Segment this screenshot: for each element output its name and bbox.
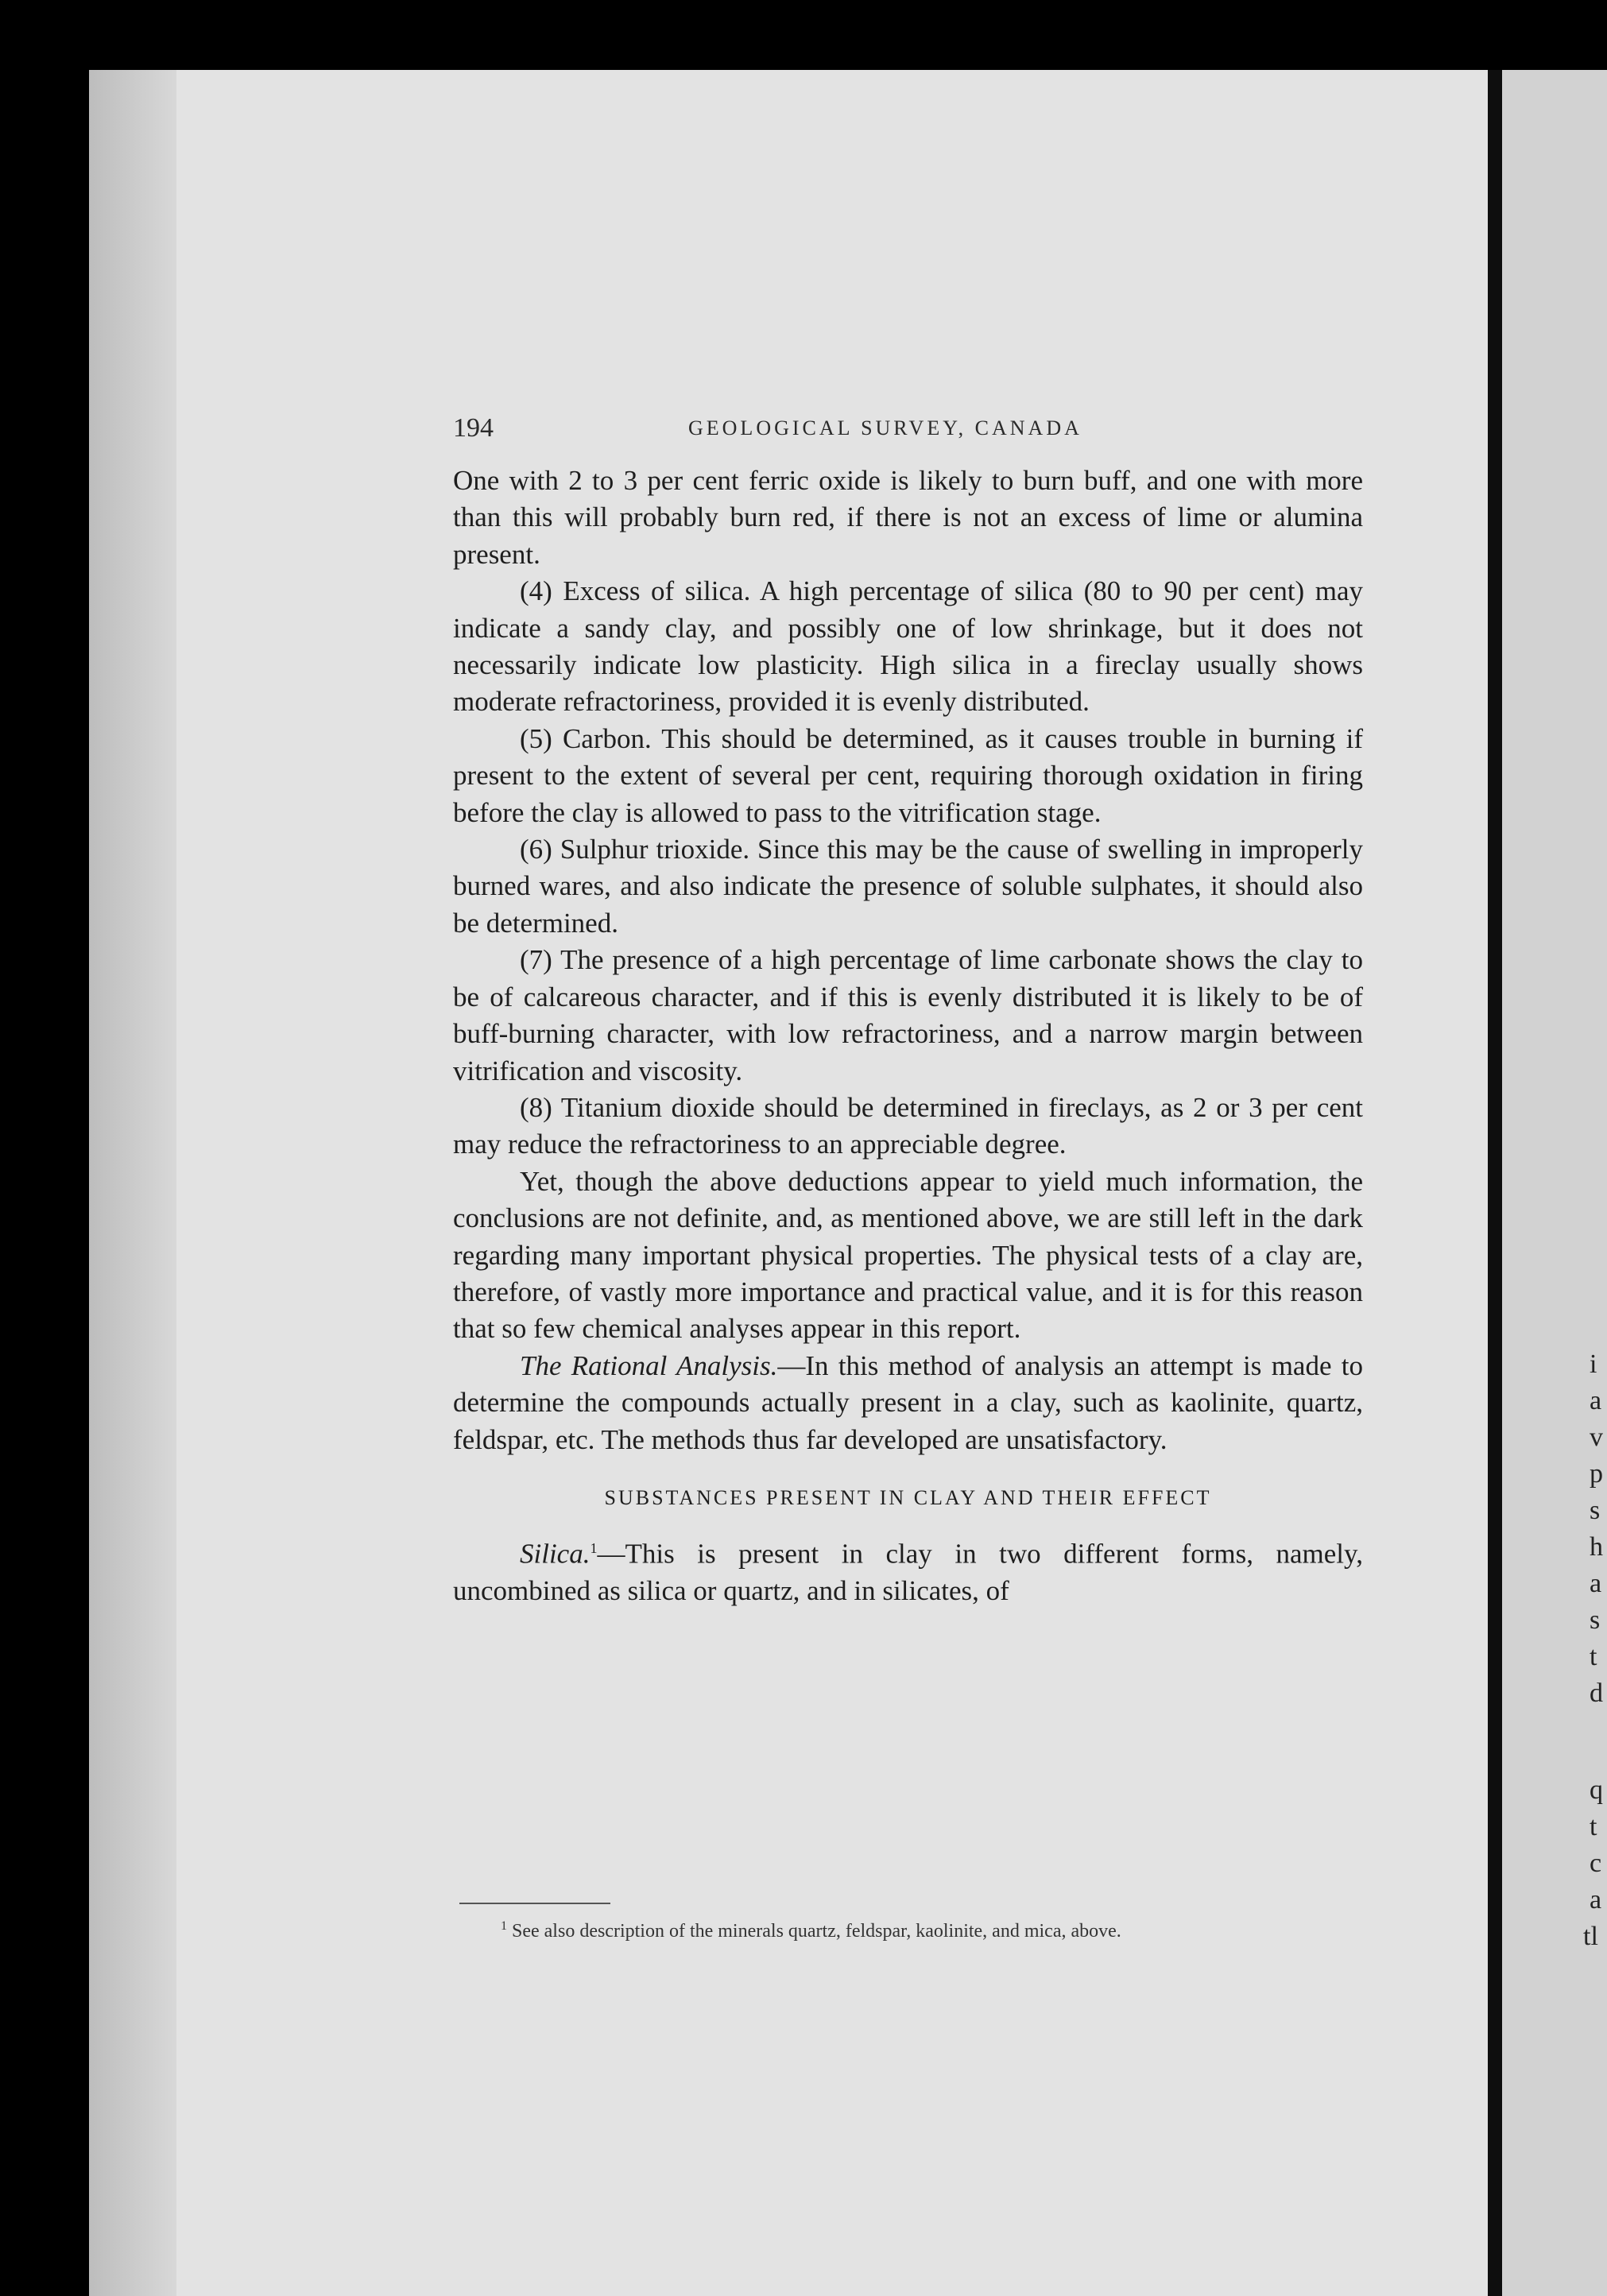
facing-fragment: a [1590, 1386, 1602, 1415]
facing-fragment: p [1590, 1459, 1603, 1489]
footnote-number: 1 [501, 1919, 507, 1933]
running-title: GEOLOGICAL SURVEY, CANADA [688, 416, 1082, 439]
facing-fragment: s [1590, 1605, 1601, 1635]
facing-fragment: v [1590, 1423, 1603, 1452]
facing-fragment: q [1590, 1775, 1603, 1805]
paragraph: (8) Titanium dioxide should be determined in fireclays, as 2 or 3 per cent may reduce the refractoriness to an appreciable degree. [453, 1091, 1363, 1160]
silica-text: —This is present in clay in two different forms, namely, uncombined as silica or quartz, and in silicates, of [453, 1538, 1363, 1607]
facing-page [1502, 70, 1607, 2296]
facing-fragment: a [1590, 1569, 1602, 1598]
facing-fragment: a [1590, 1885, 1602, 1915]
paragraph: (7) The presence of a high percentage of lime carbonate shows the clay to be of calcareous character, and if this is evenly distributed it is likely to be of buff-burning character, with low refractoriness, and a narrow margin between vitrification and viscosity. [453, 944, 1363, 1086]
footnote-marker: 1 [590, 1539, 598, 1556]
facing-fragment: h [1590, 1532, 1603, 1562]
footnote-rule [459, 1903, 610, 1904]
book-gutter [1488, 70, 1502, 2296]
facing-fragment: c [1590, 1849, 1602, 1878]
rational-analysis-lead: The Rational Analysis. [520, 1349, 778, 1381]
facing-fragment: i [1590, 1349, 1597, 1379]
paragraph: Yet, though the above deductions appear to yield much information, the conclusions are not definite, and, as mentioned above, we are still left in the dark regarding many important physical properties. The physical tests of a clay are, therefore, of vastly more importance and practical value, and it is for this reason that so few chemical analyses appear in this report. [453, 1165, 1363, 1345]
running-head [453, 413, 1355, 445]
body-text [453, 463, 1363, 1609]
paragraph: One with 2 to 3 per cent ferric oxide is likely to burn buff, and one with more than this will probably burn red, if there is not an excess of lime or alumina present. [453, 465, 1363, 570]
facing-fragment: t [1590, 1642, 1597, 1671]
section-heading: SUBSTANCES PRESENT IN CLAY AND THEIR EFFECT [604, 1485, 1212, 1509]
silica-paragraph [453, 1530, 1363, 1609]
page-edge-strip [89, 70, 176, 2296]
footnote-text: See also description of the minerals quartz, feldspar, kaolinite, and mica, above. [507, 1921, 1121, 1942]
footnote [453, 1914, 1363, 1944]
paragraph: (5) Carbon. This should be determined, as it causes trouble in burning if present to the extent of several per cent, requiring thorough oxidation in firing before the clay is allowed to pass to the vitrification stage. [453, 722, 1363, 828]
page-number: 194 [453, 413, 494, 443]
facing-fragment: t [1590, 1812, 1597, 1841]
facing-fragment: tl [1583, 1922, 1598, 1951]
silica-lead: Silica. [520, 1538, 591, 1570]
paragraph: (6) Sulphur trioxide. Since this may be the cause of swelling in improperly burned wares, and also indicate the presence of soluble sulphates, it should also be determined. [453, 834, 1363, 939]
facing-fragment: s [1590, 1496, 1601, 1525]
rational-analysis-paragraph [453, 1348, 1363, 1458]
facing-fragment: d [1590, 1678, 1603, 1708]
rational-analysis-text: —In this method of analysis an attempt is made to determine the compounds actually present in a clay, such as kaolinite, quartz, feldspar, etc. The methods thus far developed are unsatisfactory. [453, 1349, 1364, 1455]
paragraph: (4) Excess of silica. A high percentage of silica (80 to 90 per cent) may indicate a sandy clay, and possibly one of low shrinkage, but it does not necessarily indicate low plasticity. High silica in a fireclay usually shows moderate refractoriness, provided it is evenly distributed. [453, 575, 1363, 718]
